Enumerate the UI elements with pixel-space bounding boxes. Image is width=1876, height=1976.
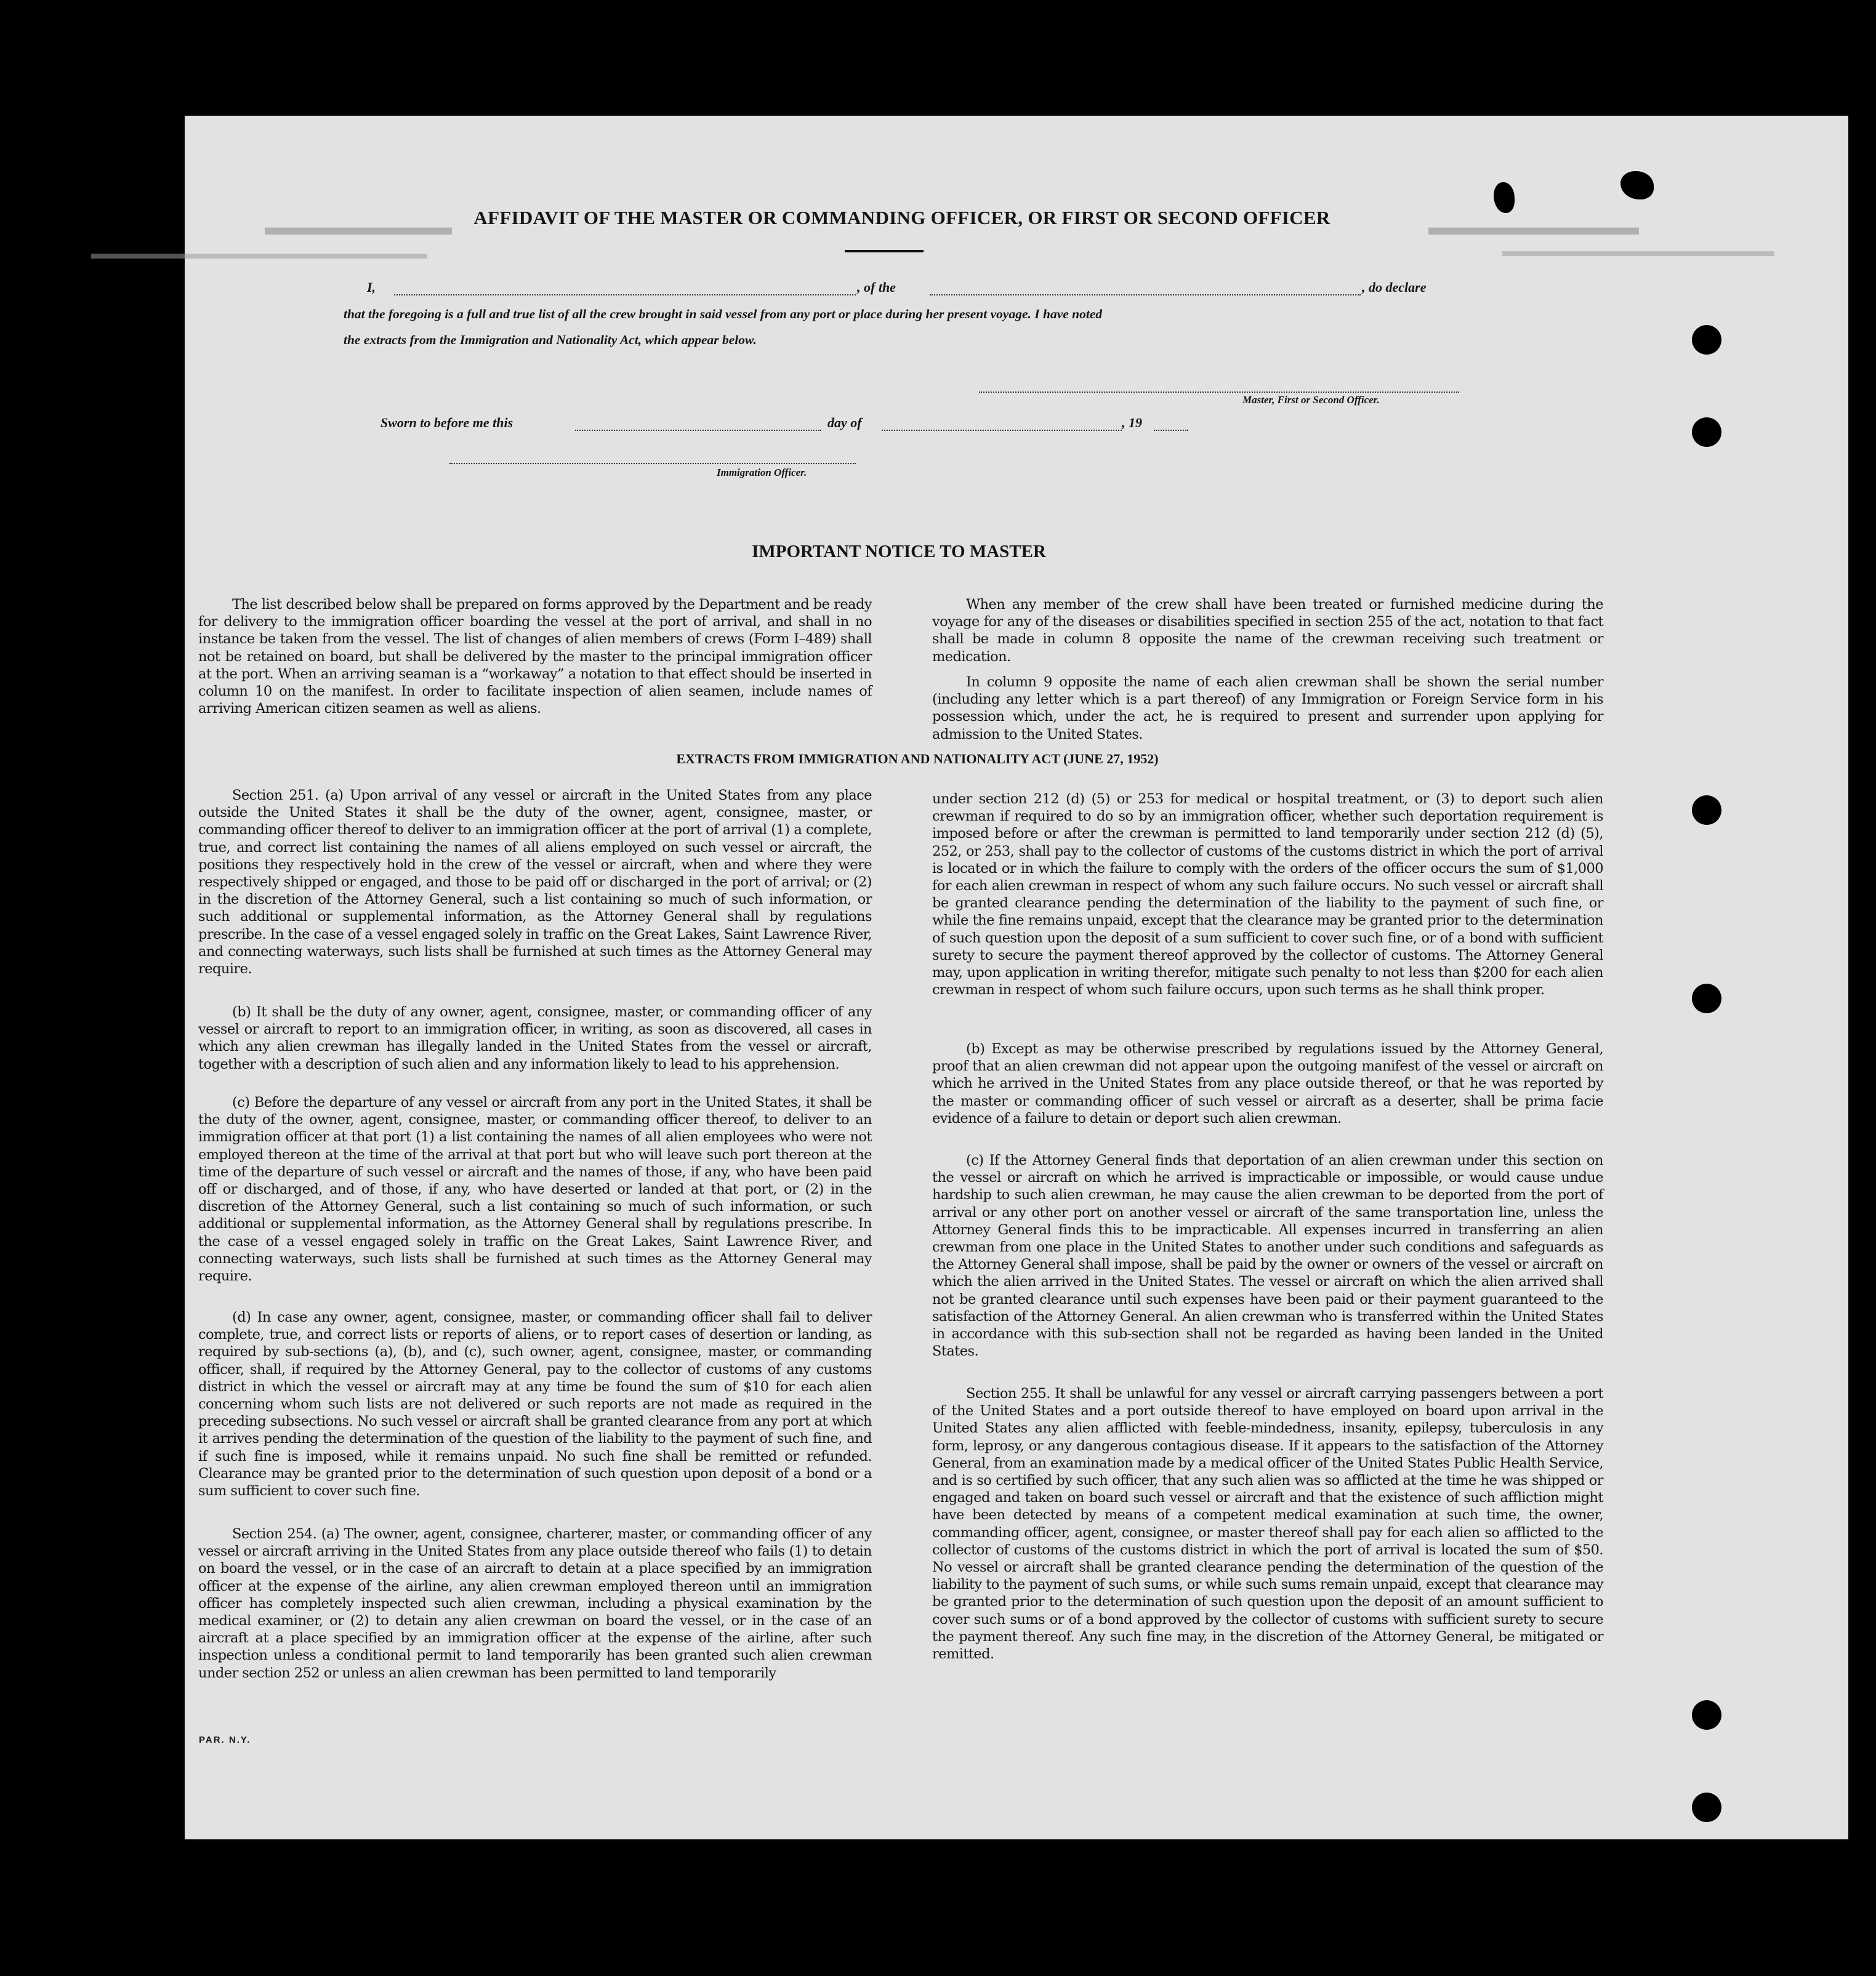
- section-251b: (b) It shall be the duty of any owner, agent, consignee, master, or commanding officer of any vessel or aircraft to report to an immigration officer, in writing, as soon as discovered, all cases in which any alien crewman has illegally landed in the United States from the vessel or aircraft, together with a description of such alien and any information likely to lead to his apprehension.: [198, 1004, 872, 1072]
- officer-signature-line: [449, 463, 856, 464]
- section-254c: (c) If the Attorney General finds that deportation of an alien crewman under this section on the vessel or aircraft on which he arrived is impracticable or impossible, or would cause undue hardship to such alien crewman, he may cause the alien crewman to be deported from the port of arrival or any other port on another vessel or aircraft of the same transportation line, unless the Attorney General finds this to be impracticable. All expenses incurred in transferring an alien crewman from one place in the United States to another under such conditions and safeguards as the Attorney General shall impose, shall be paid by the owner or owners of the vessel or aircraft on which the alien arrived in the United States. The vessel or aircraft on which the alien arrived shall not be granted clearance until such expenses have been paid or their payment guaranteed to the satisfaction of the Attorney General. An alien crewman who is transferred within the United States in accordance with this sub-section shall not be regarded as having been landed in the United States.: [932, 1152, 1603, 1360]
- sworn-label: Sworn to before me this: [380, 415, 513, 430]
- section-254a-right: under section 212 (d) (5) or 253 for medical or hospital treatment, or (3) to deport such alien crewman if required to do so by an immigration officer, whether such deportation requirement is imposed before or after the crewman is permitted to land temporarily under section 212 (d) (5), 252, or 253, shall pay to the collector of customs of the customs district in which the port of arrival is located or in which the failure to comply with the orders of the officer occurs the sum of $1,000 for each alien crewman in respect of whom any such failure occurs. No such vessel or aircraft shall be granted clearance pending the determination of the liability to the payment of such fine, or while the fine remains unpaid, except that the clearance may be granted prior to the determination of such question upon the deposit of a sum sufficient to cover such fine, or of a bond with sufficient surety to secure the payment thereof approved by the collector of customs. The Attorney General may, upon application in writing therefor, mitigate such penalty to not less than $200 for each alien crewman in respect of whom such failure occurs, upon such terms as he shall think proper.: [932, 791, 1603, 998]
- section-254b: (b) Except as may be otherwise prescribed by regulations issued by the Attorney General, proof that an alien crewman did not appear upon the outgoing manifest of the vessel or aircraft on which he arrived in the United States from any place outside thereof, or that he was reported by the master or commanding officer of such vessel or aircraft as a deserter, shall be prima facie evidence of a failure to detain or deport such alien crewman.: [932, 1041, 1603, 1127]
- vessel-blank: [930, 294, 1361, 295]
- officer-caption: Immigration Officer.: [717, 467, 807, 478]
- sworn-blank: [575, 430, 821, 431]
- punch-hole: [1692, 417, 1721, 447]
- bleed-through-text: ▬▬▬▬▬▬▬▬▬▬▬▬▬▬▬▬▬▬▬▬▬: [91, 244, 427, 262]
- printer-mark: PAR. N.Y.: [199, 1735, 251, 1745]
- title-rule: [845, 250, 924, 252]
- extracts-title: EXTRACTS FROM IMMIGRATION AND NATIONALITY ACT (JUNE 27, 1952): [676, 751, 1159, 766]
- month-blank: [882, 430, 1122, 431]
- punch-hole: [1692, 1700, 1721, 1730]
- punch-hole: [1692, 325, 1721, 355]
- day-of-label: day of: [827, 415, 862, 430]
- section-255: Section 255. It shall be unlawful for any vessel or aircraft carrying passengers between a port of the United States and a port outside thereof to have employed on board upon arrival in the United States any alien afflicted with feeble-mindedness, insanity, epilepsy, tuberculosis in any form, leprosy, or any dangerous contagious disease. If it appears to the satisfaction of the Attorney General, from an examination made by a medical officer of the United States Public Health Service, and is so certified by such officer, that any such alien was so afflicted at the time he was shipped or engaged and taken on board such vessel or aircraft and that the existence of such affliction might have been detected by means of a competent medical examination at such time, the owner, commanding officer, agent, consignee, or master thereof shall pay for each alien so afflicted to the collector of customs of the customs district in which the port of arrival is located the sum of $50. No vessel or aircraft shall be granted clearance pending the determination of the question of the liability to the payment of such sums, or while such sums remain unpaid, except that clearance may be granted prior to the determination of such question upon the deposit of an amount sufficient to cover such sums or of a bond approved by the collector of customs with sufficient surety to secure the payment thereof. Any such fine may, in the discretion of the Attorney General, be mitigated or remitted.: [932, 1386, 1603, 1663]
- punch-hole: [1692, 795, 1721, 825]
- bleed-through-text: ▬▬▬▬▬▬▬▬: [265, 214, 452, 240]
- affidavit-declare-label: , do declare: [1362, 279, 1427, 295]
- affidavit-i-label: I,: [367, 279, 376, 295]
- name-blank: [394, 294, 856, 295]
- affidavit-statement-line2: the extracts from the Immigration and Nationality Act, which appear below.: [344, 332, 757, 347]
- section-251d: (d) In case any owner, agent, consignee, master, or commanding officer shall fail to deliver complete, true, and correct lists or reports of aliens, or to report cases of desertion or landing, as required by sub-sections (a), (b), and (c), such owner, agent, consignee, master, or commanding officer, shall, if required by the Attorney General, pay to the collector of customs of any customs district in which the vessel or aircraft may at any time be found the sum of $10 for each alien concerning whom such lists are not delivered or such reports are not made as required in the preceding subsections. No such vessel or aircraft shall be granted clearance from any port at which it arrives pending the determination of the question of the liability to the payment of such fine, and if such fine is imposed, while it remains unpaid. No such fine shall be remitted or refunded. Clearance may be granted prior to the determination of such question upon deposit of a bond or a sum sufficient to cover such fine.: [198, 1309, 872, 1500]
- affidavit-of-label: , of the: [857, 279, 896, 295]
- notice-left-paragraph: The list described below shall be prepared on forms approved by the Department and be ready for delivery to the immigration officer boarding the vessel at the port of arrival, and shall in no instance be taken from the vessel. The list of changes of alien members of crews (Form I–489) shall not be retained on board, but shall be delivered by the master to the principal immigration officer at the port. When an arriving seaman is a “workaway” a notation to that effect should be inserted in column 10 on the manifest. In order to facilitate inspection of alien seamen, include names of arriving American citizen seamen as well as aliens.: [198, 596, 872, 717]
- master-caption: Master, First or Second Officer.: [1242, 394, 1380, 406]
- section-254a-left: Section 254. (a) The owner, agent, consignee, charterer, master, or commanding officer of any vessel or aircraft arriving in the United States from any place outside thereof who fails (1) to detain on board the vessel, or in the case of an aircraft to detain at a place specified by an immigration officer at the expense of the airline, any alien crewman employed thereon until an immigration officer has completely inspected such alien crewman, including a physical examination by the medical examiner, or (2) to detain any alien crewman on board the vessel, or in the case of an aircraft at a place specified by an immigration officer at the expense of the airline, after such inspection unless a conditional permit to land temporarily has been granted such alien crewman under section 252 or unless an alien crewman has been permitted to land temporarily: [198, 1526, 872, 1681]
- punch-hole: [1692, 984, 1721, 1013]
- bleed-through-text: ▬▬▬▬▬▬▬▬▬▬▬▬▬▬▬▬▬: [1502, 241, 1774, 260]
- section-251a: Section 251. (a) Upon arrival of any vessel or aircraft in the United States from any place outside the United States it shall be the duty of the owner, agent, consignee, master, or commanding officer thereof to deliver to an immigration officer at the port of arrival (1) a complete, true, and correct list containing the names of all aliens employed on such vessel or aircraft, the positions they respectively hold in the crew of the vessel or aircraft, when and where they were respectively shipped or engaged, and those to be paid off or discharged in the port of arrival; or (2) in the discretion of the Attorney General, such a list containing so much of such information, or such additional or supplemental information, as the Attorney General shall by regulations prescribe. In the case of a vessel engaged solely in traffic on the Great Lakes, Saint Lawrence River, and connecting waterways, such lists shall be furnished at such times as the Attorney General may require.: [198, 787, 872, 978]
- notice-title: IMPORTANT NOTICE TO MASTER: [752, 542, 1046, 561]
- year-blank: [1154, 430, 1188, 431]
- master-signature-line: [979, 392, 1459, 393]
- punch-hole: [1692, 1793, 1721, 1822]
- section-251c: (c) Before the departure of any vessel or aircraft from any port in the United States, it shall be the duty of the owner, agent, consignee, master, or commanding officer thereof, to deliver to an immigration officer at that port (1) a list containing the names of all alien employees who were not employed thereon at the time of the arrival at that port but who will leave such port thereon at the time of the departure of such vessel or aircraft and the names of those, if any, who have been paid off or discharged, and of those, if any, who have deserted or landed at that port, or (2) in the discretion of the Attorney General, such a list containing so much of such information, or such additional or supplemental information, as the Attorney General shall by regulations prescribe. In the case of a vessel engaged solely in traffic on the Great Lakes, Saint Lawrence River, and connecting waterways, such lists shall be furnished at such times as the Attorney General may require.: [198, 1094, 872, 1285]
- notice-right-paragraph-1: When any member of the crew shall have been treated or furnished medicine during the voyage for any of the diseases or disabilities specified in section 255 of the act, notation to that fact shall be made in column 8 opposite the name of the crewman receiving such treatment or medication.: [932, 596, 1603, 665]
- affidavit-title: AFFIDAVIT OF THE MASTER OR COMMANDING OFFICER, OR FIRST OR SECOND OFFICER: [473, 207, 1331, 228]
- year-label: , 19: [1122, 415, 1142, 430]
- notice-right-paragraph-2: In column 9 opposite the name of each alien crewman shall be shown the serial number (including any letter which is a part thereof) of any Immigration or Foreign Service form in his possession which, under the act, he is required to present and surrender upon applying for admission to the United States.: [932, 674, 1603, 742]
- bleed-through-text: ▬▬▬▬▬▬▬▬▬: [1428, 214, 1639, 240]
- affidavit-statement-line1: that the foregoing is a full and true list of all the crew brought in said vessel from any port or place during her present voyage. I have noted: [344, 307, 1103, 321]
